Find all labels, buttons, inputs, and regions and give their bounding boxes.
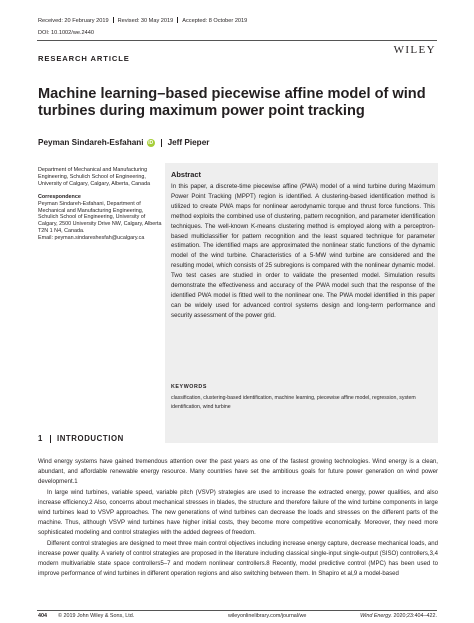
section-title: INTRODUCTION (56, 434, 124, 443)
citation (360, 613, 437, 619)
divider (113, 17, 114, 23)
page-number: 404 (38, 613, 47, 619)
abstract-text: In this paper, a discrete-time piecewise affine (PWA) model of a wind turbine during Maximum Power Point Tracking (MPPT) region is identified. A clustering-based identification method is utilized to create PWA maps for nonlinear aerodynamic torque and thrust force functions. This method exploits the combined use of clustering, pattern recognition, and parameter identification techniques. The well-known K-means clustering method is employed along with a perceptron-based multiclassifier for pattern recognition and the least squared technique for parameter estimation. The identified maps are approximated the nonlinear static functions of the dynamic model of the wind turbine. Characteristics of a 5-MW wind turbine are considered and the resulting model, which consists of 25 subregions is compared with the nonlinear dynamic model. Two test cases are studied in order to validate the presented model. Simulation results demonstrate the effectiveness and accuracy of the PWA model such that the response of the identified PWA model is fitted well to the nonlinear one. The PWA model identified in this paper can be widely used for advanced control systems design and long-term performance and security assessment of the power grid. (171, 183, 435, 319)
author-name[interactable]: Jeff Pieper (167, 138, 210, 147)
article-title: Machine learning–based piecewise affine model of wind turbines during maximum power point tracking (38, 86, 426, 119)
author-line (38, 138, 209, 147)
top-rule (37, 40, 437, 41)
keywords-list: classification, clustering-based identification, machine learning, piecewise affine model, regression, system identification, wind turbine (171, 395, 416, 411)
affiliation-column (38, 167, 162, 242)
paragraph: In large wind turbines, variable speed, variable pitch (VSVP) strategies are used to increase the extracted energy, power qualities, and also increase efficiency.2 Also, concerns about mechanical stresses in blades, the structure and therefore failure of the wind turbine components in large wind turbines lead to VSVP approaches. The new generations of wind turbines can decrease the loads and stresses on the different parts of the machine. Thus, although VSVP wind turbines have higher initial costs, they become more competitive economically. Moreover, they need more sophisticated modeling and control strategies with the added degrees of freedom. (38, 489, 438, 537)
copyright: © 2019 John Wiley & Sons, Ltd. (58, 613, 135, 619)
affiliation: Department of Mechanical and Manufacturing Engineering, Schulich School of Engineering, University of Calgary, Calgary, Alberta, Canada (38, 167, 151, 187)
correspondence-heading: Correspondence (38, 193, 81, 200)
bottom-rule (37, 610, 437, 611)
author-name[interactable]: Peyman Sindareh-Esfahani (38, 138, 144, 147)
journal-name: Wind Energy. (360, 613, 393, 619)
paragraph: Wind energy systems have gained tremendous attention over the past years as one of the fastest growing technologies. Wind energy is a clean, abundant, and affordable renewable energy resource. Many countries have set the ambitious goals for future power generation on wind power development.1 (38, 459, 438, 486)
divider (161, 139, 162, 147)
keywords-heading: KEYWORDS (171, 384, 207, 390)
divider (177, 17, 178, 23)
correspondence-email[interactable]: Email: peyman.sindareshesfah@ucalgary.ca (38, 235, 145, 242)
abstract-heading: Abstract (171, 170, 201, 179)
journal-url[interactable]: wileyonlinelibrary.com/journal/we (228, 613, 307, 619)
introduction-body (38, 457, 438, 579)
revised-date: Revised: 30 May 2019 (117, 18, 174, 24)
article-history (38, 17, 438, 25)
section-heading (38, 434, 124, 443)
section-label: RESEARCH ARTICLE (38, 54, 130, 63)
publisher-logo: WILEY (393, 44, 436, 56)
section-number: 1 (38, 434, 43, 443)
volume-pages: 2020;23:404–422. (393, 613, 437, 619)
accepted-date: Accepted: 8 October 2019 (182, 18, 248, 24)
divider (50, 435, 51, 443)
received-date: Received: 20 February 2019 (38, 18, 109, 24)
orcid-icon[interactable]: iD (148, 139, 154, 146)
paragraph: Different control strategies are designed to meet three main control objectives including increase energy capture, decrease mechanical loads, and increase power quality. A variety of control strategies are proposed in the literature including classical single-input single-output (SISO) controllers,3,4 modern multivariable state space controllers5–7 and modern nonlinear controllers.8 Recently, model predictive control (MPC) has been used to improve performance of wind turbines in different operation regions and also switching between them. In Shapiro et al,9 a model-based (38, 540, 438, 578)
correspondence-address: Peyman Sindareh-Esfahani, Department of Mechanical and Manufacturing Engineering, Schulich School of Engineering, University of Calgary, 2500 University Drive NW, Calgary, Alberta T2N 1 N4, Canada. (38, 200, 162, 235)
doi[interactable]: DOI: 10.1002/we.2440 (38, 30, 94, 36)
